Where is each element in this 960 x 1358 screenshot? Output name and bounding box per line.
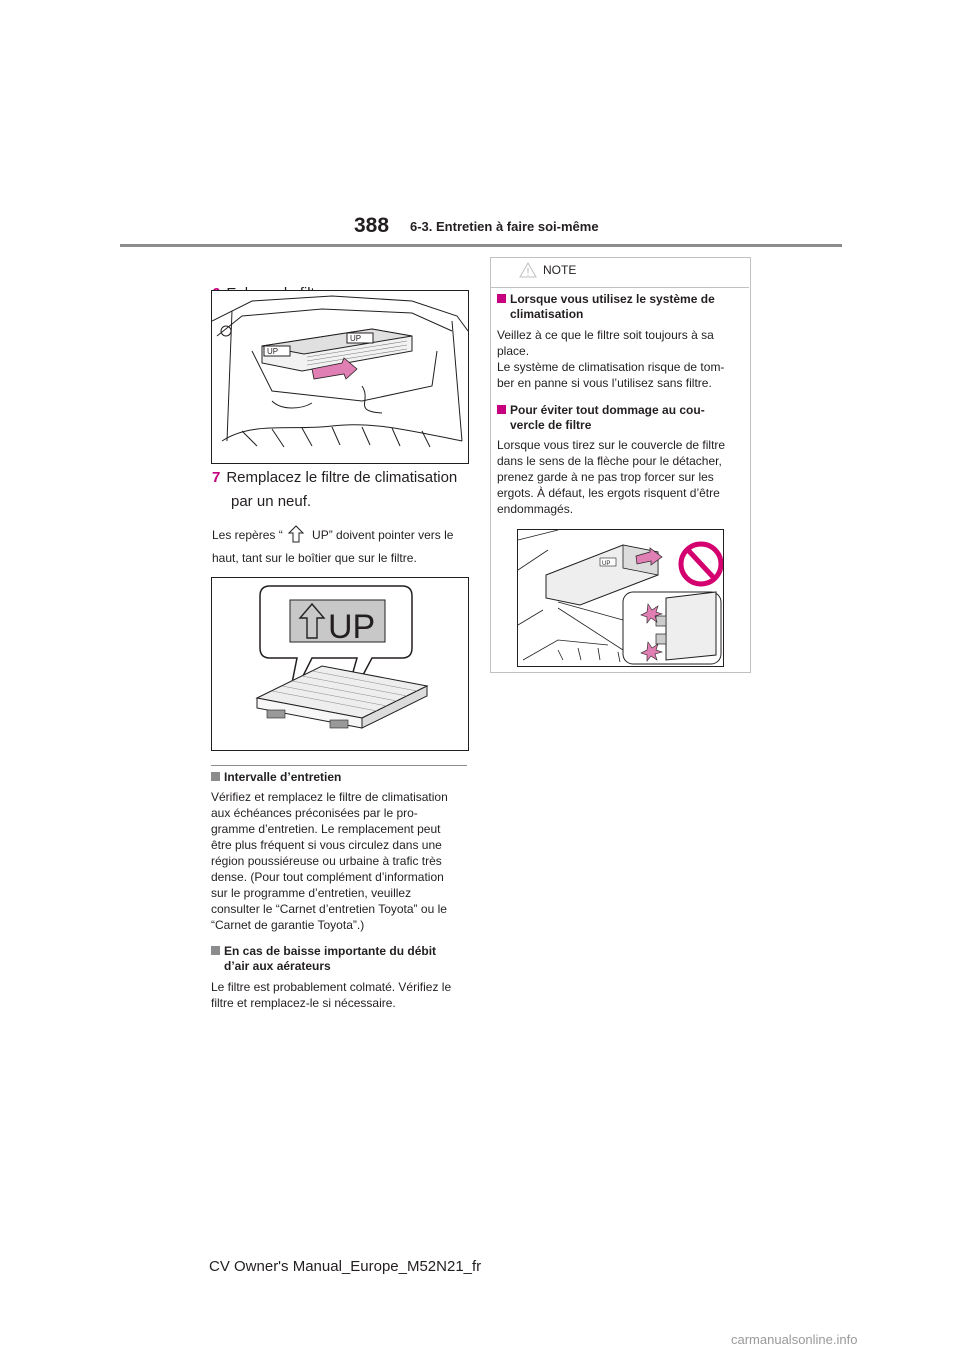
airflow-heading-line2: d’air aux aérateurs xyxy=(224,959,331,973)
interval-text xyxy=(211,789,471,933)
notice-line: endommagés. xyxy=(497,502,574,516)
section-divider xyxy=(211,765,467,766)
step-7-number: 7 xyxy=(212,469,221,486)
notice-heading-2-line1: Pour éviter tout dommage au cou- xyxy=(510,403,705,417)
bullet-square-icon xyxy=(211,946,220,955)
up-note-line1 xyxy=(212,525,453,543)
step-7 xyxy=(212,466,457,490)
notice-heading-1-line1: Lorsque vous utilisez le système de xyxy=(510,292,715,306)
up-arrow-icon xyxy=(285,525,307,543)
notice-heading-1-line2: climatisation xyxy=(510,307,584,321)
page-number: 388 xyxy=(354,214,390,237)
figure-remove-filter xyxy=(211,290,469,464)
cover-damage-illustration xyxy=(518,530,723,666)
up-marks-illustration xyxy=(212,578,468,750)
airflow-text xyxy=(211,979,471,1011)
fig2-up-label-large: UP xyxy=(328,608,376,646)
remove-filter-illustration xyxy=(212,291,468,463)
interval-line: dense. (Pour tout complément d’information xyxy=(211,870,444,884)
interval-line: sur le programme d’entretien, veuillez xyxy=(211,886,412,900)
interval-line: Vérifiez et remplacez le filtre de climatisation xyxy=(211,790,448,804)
notice-line: prenez garde à ne pas trop forcer sur les xyxy=(497,470,714,484)
interval-heading-text: Intervalle d’entretien xyxy=(224,770,342,784)
bullet-square-icon xyxy=(211,772,220,781)
manual-footer: CV Owner's Manual_Europe_M52N21_fr xyxy=(209,1258,482,1275)
up-note-line2: haut, tant sur le boîtier que sur le filtre. xyxy=(212,551,417,565)
airflow-heading xyxy=(211,944,471,974)
figure-cover-damage xyxy=(517,529,724,667)
up-note-after: UP” doivent pointer vers le xyxy=(308,528,454,542)
warning-triangle-icon xyxy=(519,262,537,278)
notice-line: Lorsque vous tirez sur le couvercle de filtre xyxy=(497,438,726,452)
bullet-square-icon xyxy=(497,405,506,414)
notice-line: ergots. À défaut, les ergots risquent d’être xyxy=(497,486,720,500)
notice-heading-2 xyxy=(497,403,742,433)
header-rule xyxy=(120,244,842,247)
step-7-text-line1: Remplacez le filtre de climatisation xyxy=(226,469,458,486)
watermark: carmanualsonline.info xyxy=(731,1332,858,1347)
interval-line: aux échéances préconisées par le pro- xyxy=(211,806,418,820)
notice-line: place. xyxy=(497,344,530,358)
interval-line: consulter le “Carnet d’entretien Toyota” ou le xyxy=(211,902,447,916)
notice-heading-2-line2: vercle de filtre xyxy=(510,418,592,432)
interval-line: “Carnet de garantie Toyota”.) xyxy=(211,918,365,932)
airflow-line: Le filtre est probablement colmaté. Vérifiez le xyxy=(211,980,452,994)
airflow-heading-line1: En cas de baisse importante du débit xyxy=(224,944,437,958)
interval-line: être plus fréquent si vous circulez dans une xyxy=(211,838,442,852)
up-note-before: Les repères “ xyxy=(212,528,283,542)
notice-heading-1 xyxy=(497,292,742,322)
notice-line: dans le sens de la flèche pour le détacher, xyxy=(497,454,722,468)
notice-line: ber en panne si vous l’utilisez sans filtre. xyxy=(497,376,712,390)
figure-up-marks xyxy=(211,577,469,751)
prohibition-icon xyxy=(681,544,721,584)
interval-line: région poussiéreuse ou urbaine à trafic très xyxy=(211,854,442,868)
notice-text-2 xyxy=(497,437,742,517)
airflow-line: filtre et remplacez-le si nécessaire. xyxy=(211,996,396,1010)
bullet-square-icon xyxy=(497,294,506,303)
fig1-up-label-right: UP xyxy=(350,334,362,343)
interval-line: gramme d’entretien. Le remplacement peut xyxy=(211,822,441,836)
notice-label: NOTE xyxy=(543,263,577,277)
fig3-up-label: UP xyxy=(602,561,611,567)
step-7-text-line2: par un neuf. xyxy=(231,493,312,510)
notice-line: Veillez à ce que le filtre soit toujours à sa xyxy=(497,328,714,342)
section-title: 6-3. Entretien à faire soi-même xyxy=(410,219,599,234)
notice-line: Le système de climatisation risque de tom- xyxy=(497,360,725,374)
notice-text-1 xyxy=(497,327,742,391)
interval-heading xyxy=(211,770,341,785)
fig1-up-label-left: UP xyxy=(267,347,279,356)
